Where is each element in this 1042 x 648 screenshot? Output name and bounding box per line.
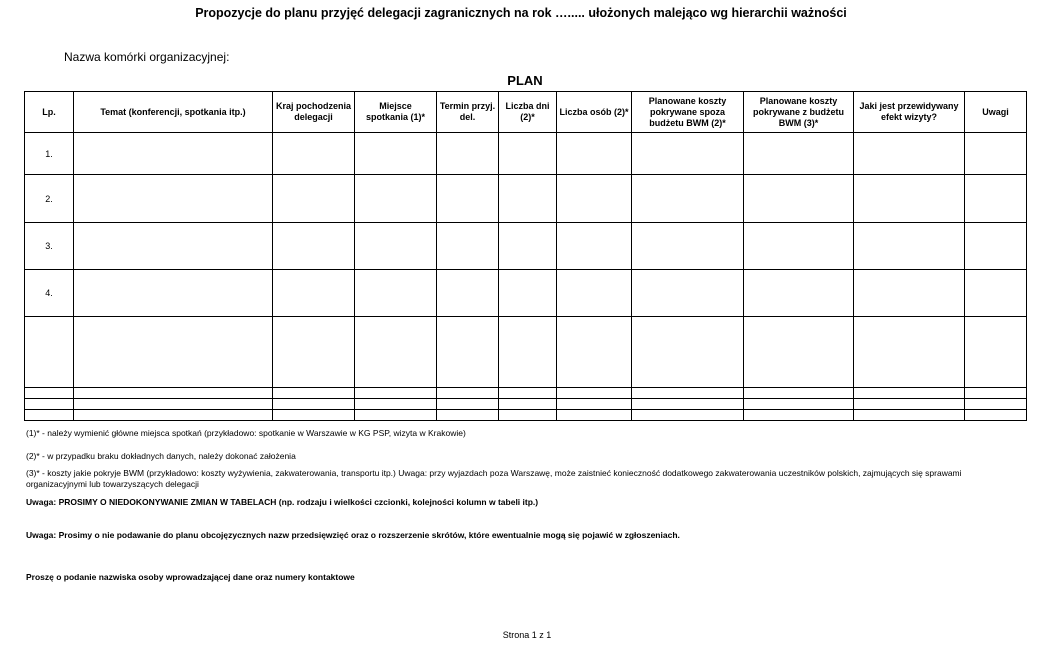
table-cell[interactable] [744, 317, 854, 388]
warning-no-table-changes: Uwaga: PROSIMY O NIEDOKONYWANIE ZMIAN W TABELACH (np. rodzaju i wielkości czcionki, kolejności kolumn w tabeli itp.) [26, 497, 539, 507]
table-cell[interactable] [437, 399, 499, 410]
table-cell[interactable] [965, 175, 1027, 223]
table-row [25, 133, 1027, 175]
row-number: 3. [25, 223, 74, 270]
document-title: Propozycje do planu przyjęć delegacji zagranicznych na rok …..... ułożonych malejąco wg hierarchii ważności [195, 6, 847, 20]
table-cell[interactable] [355, 133, 437, 175]
table-row [25, 410, 1027, 421]
table-cell[interactable] [499, 175, 557, 223]
table-row [25, 317, 1027, 388]
table-cell[interactable] [744, 388, 854, 399]
table-cell[interactable] [74, 388, 273, 399]
table-cell[interactable] [557, 270, 632, 317]
table-cell[interactable] [355, 317, 437, 388]
table-cell[interactable] [557, 388, 632, 399]
table-row [25, 270, 1027, 317]
col-header-lp: Lp. [25, 92, 74, 133]
table-cell[interactable] [557, 410, 632, 421]
table-row [25, 399, 1027, 410]
org-unit-label: Nazwa komórki organizacyjnej: [64, 50, 230, 64]
row-number: 2. [25, 175, 74, 223]
table-cell[interactable] [273, 388, 355, 399]
row-number [25, 317, 74, 388]
table-cell[interactable] [437, 317, 499, 388]
table-cell[interactable] [632, 388, 744, 399]
table-cell[interactable] [74, 223, 273, 270]
table-cell[interactable] [355, 410, 437, 421]
col-header-costs-bwm: Planowane koszty pokrywane z budżetu BWM (3)* [744, 92, 854, 133]
footnote-2: (2)* - w przypadku braku dokładnych danych, należy dokonać założenia [26, 451, 296, 461]
row-number: 4. [25, 270, 74, 317]
row-number: 1. [25, 133, 74, 175]
table-cell[interactable] [854, 133, 965, 175]
table-cell[interactable] [355, 270, 437, 317]
table-cell[interactable] [744, 270, 854, 317]
table-row [25, 388, 1027, 399]
table-cell[interactable] [854, 399, 965, 410]
table-cell[interactable] [965, 317, 1027, 388]
row-number [25, 410, 74, 421]
table-cell[interactable] [273, 410, 355, 421]
table-cell[interactable] [273, 133, 355, 175]
col-header-days: Liczba dni (2)* [499, 92, 557, 133]
table-cell[interactable] [74, 410, 273, 421]
table-cell[interactable] [632, 270, 744, 317]
table-cell[interactable] [74, 270, 273, 317]
table-cell[interactable] [744, 223, 854, 270]
table-cell[interactable] [854, 317, 965, 388]
table-cell[interactable] [273, 399, 355, 410]
table-cell[interactable] [744, 133, 854, 175]
table-cell[interactable] [632, 399, 744, 410]
table-cell[interactable] [355, 388, 437, 399]
col-header-topic: Temat (konferencji, spotkania itp.) [74, 92, 273, 133]
table-cell[interactable] [74, 133, 273, 175]
table-cell[interactable] [437, 388, 499, 399]
contact-request: Proszę o podanie nazwiska osoby wprowadzającej dane oraz numery kontaktowe [26, 572, 355, 582]
warning-no-foreign-names: Uwaga: Prosimy o nie podawanie do planu obcojęzycznych nazw przedsięwzięć oraz o rozszerzenie skrótów, które ewentualnie mogą się pojawić w zgłoszeniach. [26, 530, 680, 540]
plan-heading: PLAN [507, 73, 543, 88]
table-cell[interactable] [74, 175, 273, 223]
table-cell[interactable] [74, 399, 273, 410]
table-cell[interactable] [437, 175, 499, 223]
col-header-date: Termin przyj. del. [437, 92, 499, 133]
table-cell[interactable] [499, 399, 557, 410]
footnote-3: (3)* - koszty jakie pokryje BWM (przykładowo: koszty wyżywienia, zakwaterowania, transportu itp.) Uwaga: przy wyjazdach poza Warszawę, może zaistnieć konieczność dodatkowego zakwaterowania uczestników polskich, zajmujących się sprawami organizacyjnymi lub towarzyszących delegacji [26, 468, 962, 489]
table-row [25, 223, 1027, 270]
table-cell[interactable] [273, 175, 355, 223]
table-cell[interactable] [499, 317, 557, 388]
table-cell[interactable] [273, 317, 355, 388]
table-cell[interactable] [744, 399, 854, 410]
table-cell[interactable] [632, 175, 744, 223]
table-cell[interactable] [557, 399, 632, 410]
footnote-1: (1)* - należy wymienić główne miejsca spotkań (przykładowo: spotkanie w Warszawie w KG PSP, wizyta w Krakowie) [26, 428, 466, 438]
table-cell[interactable] [744, 410, 854, 421]
table-row [25, 175, 1027, 223]
col-header-meeting-place: Miejsce spotkania (1)* [355, 92, 437, 133]
col-header-notes: Uwagi [965, 92, 1027, 133]
table-header-row [25, 92, 1027, 133]
table-cell[interactable] [437, 270, 499, 317]
table-cell[interactable] [355, 223, 437, 270]
table-cell[interactable] [437, 410, 499, 421]
col-header-country: Kraj pochodzenia delegacji [273, 92, 355, 133]
row-number [25, 388, 74, 399]
table-cell[interactable] [437, 223, 499, 270]
table-cell[interactable] [437, 133, 499, 175]
col-header-costs-outside: Planowane koszty pokrywane spoza budżetu BWM (2)* [632, 92, 744, 133]
table-cell[interactable] [499, 270, 557, 317]
col-header-persons: Liczba osób (2)* [557, 92, 632, 133]
table-cell[interactable] [499, 223, 557, 270]
page-number: Strona 1 z 1 [502, 630, 552, 640]
table-cell[interactable] [273, 223, 355, 270]
table-cell[interactable] [74, 317, 273, 388]
table-cell[interactable] [854, 223, 965, 270]
table-cell[interactable] [965, 133, 1027, 175]
table-cell[interactable] [965, 410, 1027, 421]
table-cell[interactable] [965, 388, 1027, 399]
table-cell[interactable] [854, 410, 965, 421]
table-cell[interactable] [355, 175, 437, 223]
table-cell[interactable] [557, 223, 632, 270]
col-header-effect: Jaki jest przewidywany efekt wizyty? [854, 92, 965, 133]
table-cell[interactable] [355, 399, 437, 410]
table-cell[interactable] [557, 133, 632, 175]
table-cell[interactable] [632, 317, 744, 388]
table-cell[interactable] [557, 175, 632, 223]
table-cell[interactable] [273, 270, 355, 317]
table-cell[interactable] [499, 133, 557, 175]
table-cell[interactable] [854, 270, 965, 317]
table-cell[interactable] [744, 175, 854, 223]
table-cell[interactable] [632, 223, 744, 270]
table-cell[interactable] [499, 410, 557, 421]
row-number [25, 399, 74, 410]
table-cell[interactable] [499, 388, 557, 399]
plan-table [24, 91, 1027, 421]
table-cell[interactable] [632, 410, 744, 421]
table-cell[interactable] [557, 317, 632, 388]
table-cell[interactable] [854, 175, 965, 223]
table-cell[interactable] [965, 223, 1027, 270]
table-cell[interactable] [965, 399, 1027, 410]
table-cell[interactable] [854, 388, 965, 399]
table-cell[interactable] [965, 270, 1027, 317]
table-cell[interactable] [632, 133, 744, 175]
